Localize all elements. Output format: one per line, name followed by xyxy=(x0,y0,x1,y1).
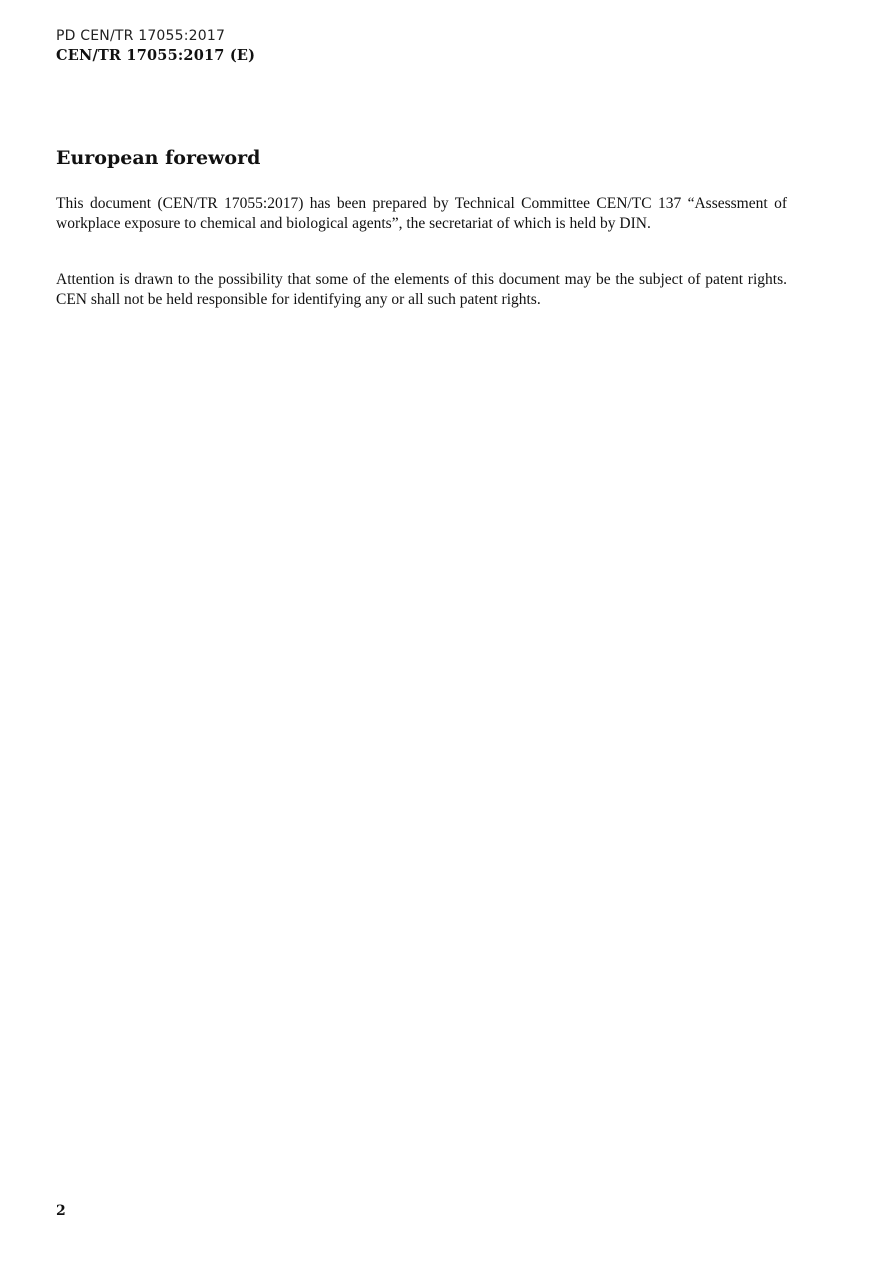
page-number: 2 xyxy=(56,1203,66,1219)
foreword-paragraph-1: This document (CEN/TR 17055:2017) has been prepared by Technical Committee CEN/TC 137 “Assessment of workplace exposure to chemical and biological agents”, the secretariat of which is held by DIN. xyxy=(56,195,787,232)
document-reference: CEN/TR 17055:2017 (E) xyxy=(56,47,256,64)
section-heading: European foreword xyxy=(56,147,261,169)
document-identifier: PD CEN/TR 17055:2017 xyxy=(56,28,226,44)
foreword-paragraph-2: Attention is drawn to the possibility that some of the elements of this document may be the subject of patent rights. CEN shall not be held responsible for identifying any or all such patent rights. xyxy=(56,271,787,308)
